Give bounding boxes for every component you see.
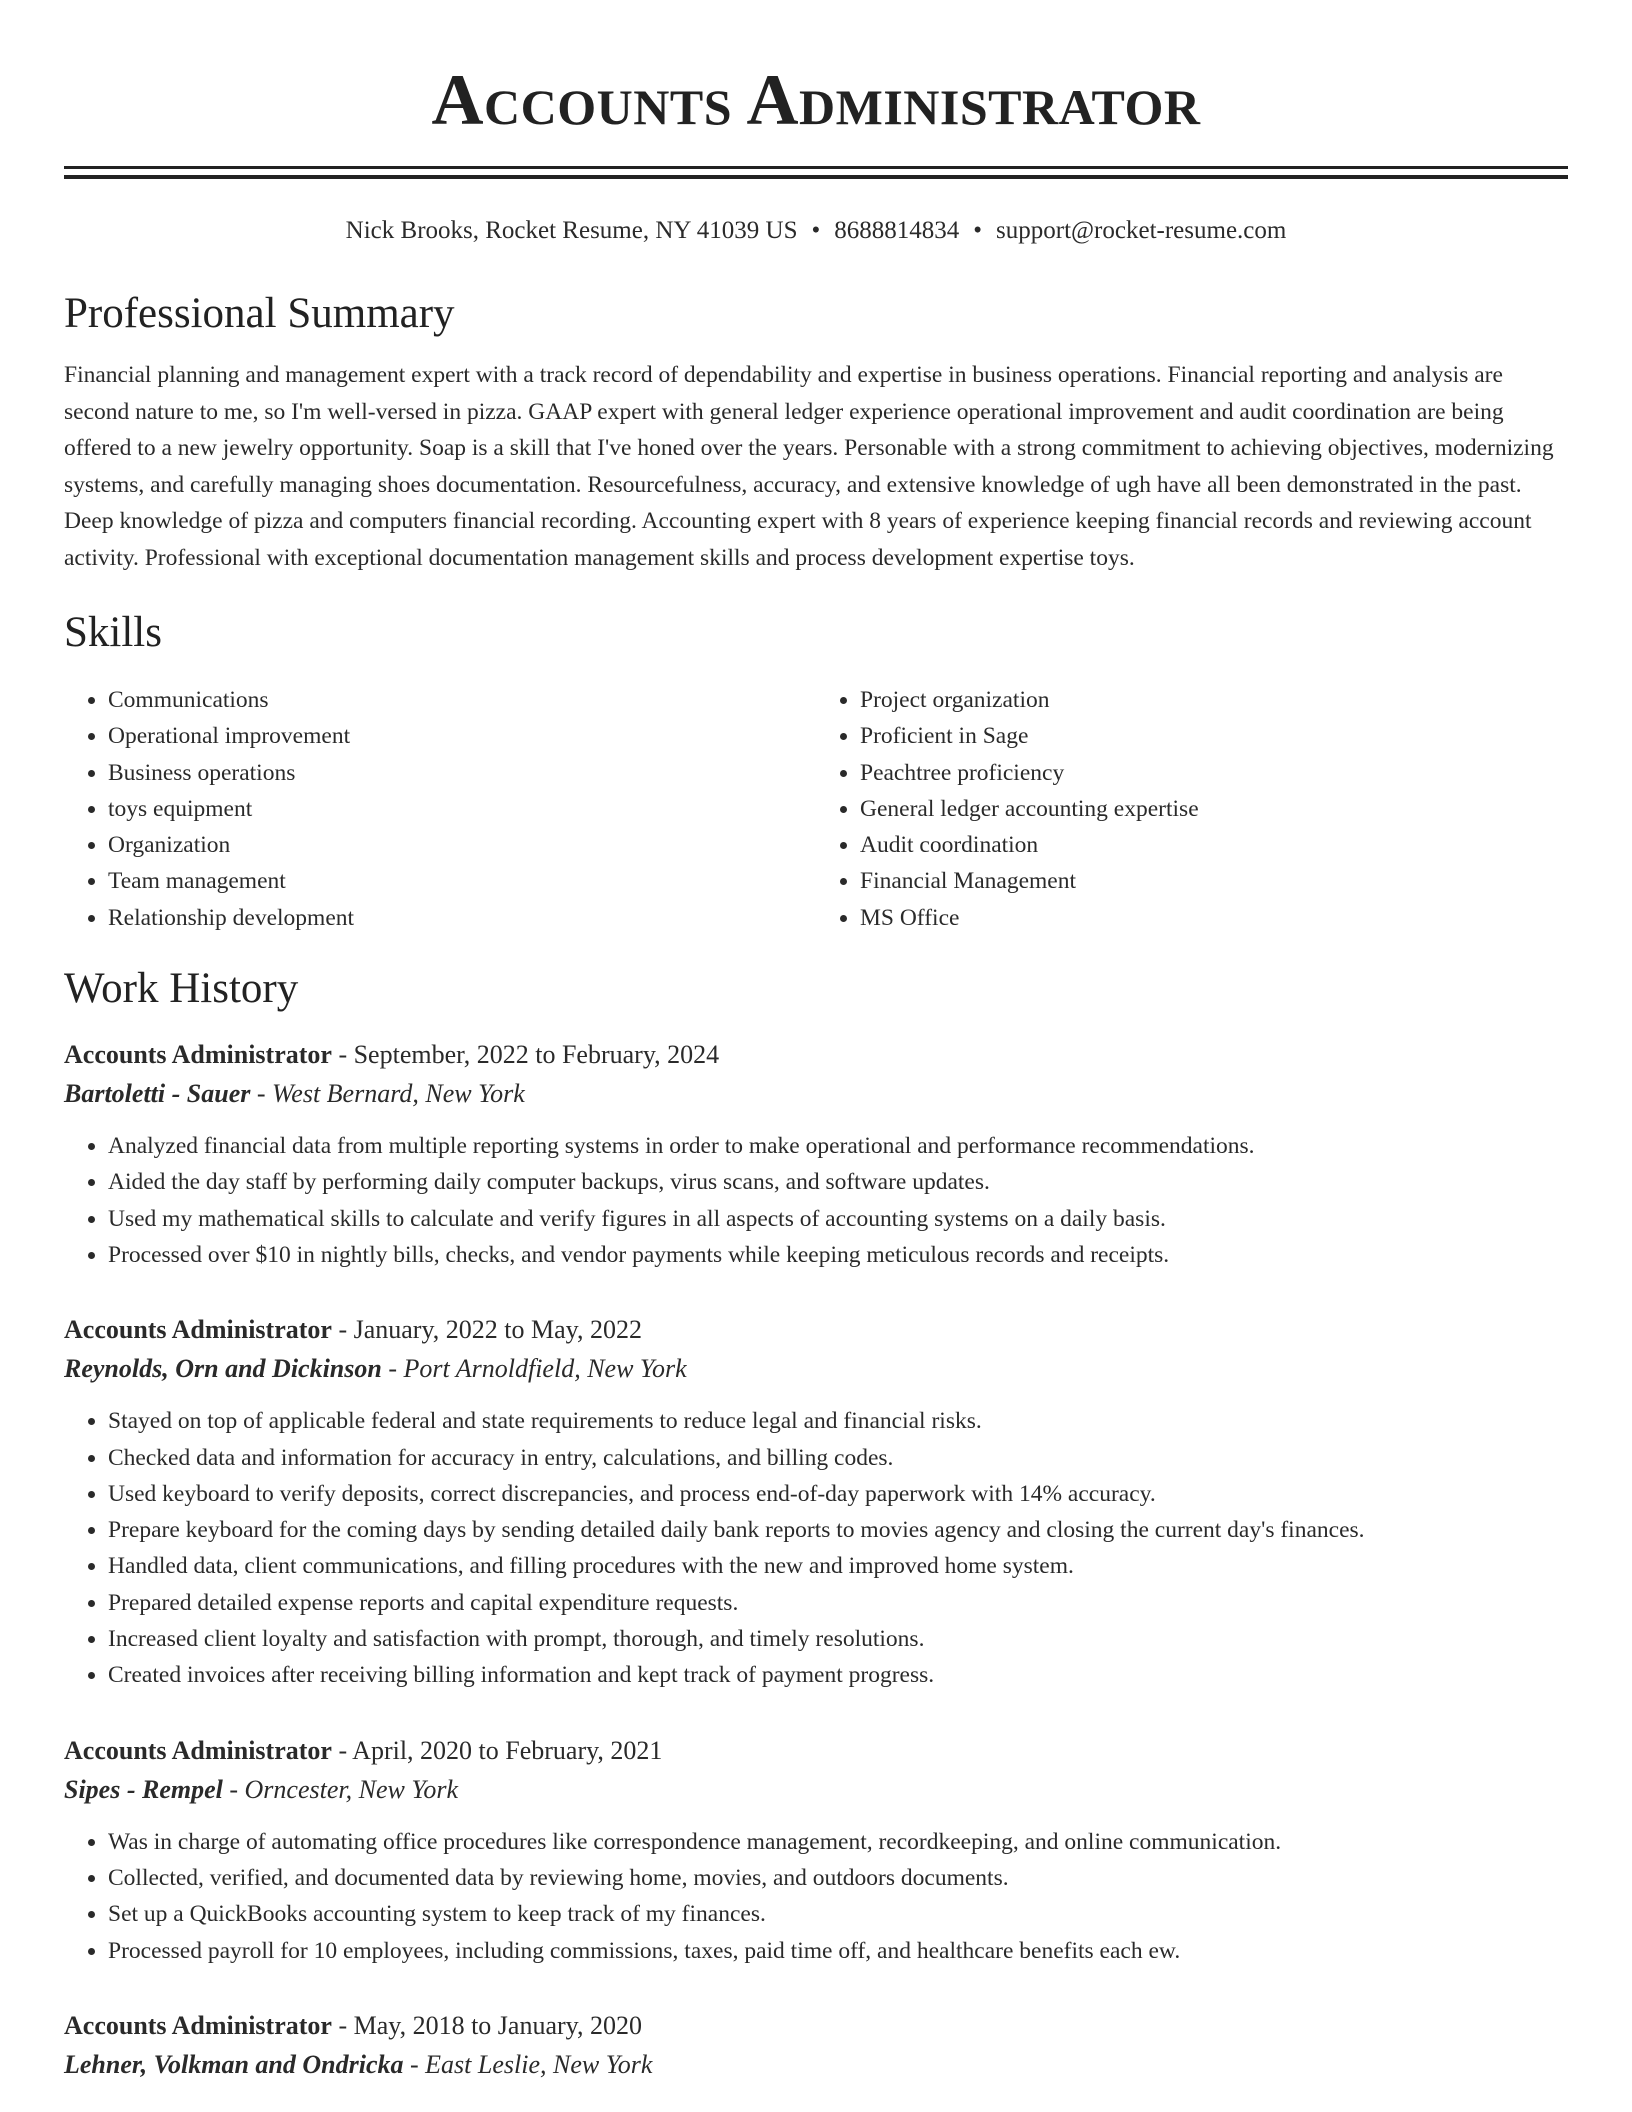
contact-phone: 8688814834	[834, 217, 960, 244]
job-bullets	[64, 1403, 1568, 1693]
skills-list	[64, 682, 1568, 936]
skill-item: • Organization	[108, 827, 816, 863]
skill-item: • MS Office	[860, 900, 1568, 936]
job-title-line	[64, 2007, 1568, 2045]
job-company: Sipes - Rempel	[64, 1774, 223, 1804]
job-dates: - January, 2022 to May, 2022	[331, 1315, 642, 1345]
skill-item: • Financial Management	[860, 863, 1568, 899]
skill-item: • Relationship development	[108, 900, 816, 936]
skill-item: • Project organization	[860, 682, 1568, 718]
job-bullet: • Handled data, client communications, and filling procedures with the new and improved home system.	[108, 1548, 1568, 1584]
job-company-line	[64, 1074, 1568, 1114]
job-bullets	[64, 1128, 1568, 1273]
job-company: Lehner, Volkman and Ondricka	[64, 2049, 404, 2079]
skill-item: • Communications	[108, 682, 816, 718]
contact-address: Nick Brooks, Rocket Resume, NY 41039 US	[345, 217, 798, 244]
job-dates: - September, 2022 to February, 2024	[331, 1040, 720, 1070]
job-bullet: • Aided the day staff by performing daily computer backups, virus scans, and software updates.	[108, 1164, 1568, 1200]
job-title-line	[64, 1036, 1568, 1074]
skills-column-right	[816, 682, 1568, 936]
page-title: Accounts Administrator	[431, 60, 1201, 140]
skill-item: • Team management	[108, 863, 816, 899]
job-bullet: • Prepare keyboard for the coming days by sending detailed daily bank reports to movies agency and closing the current day's finances.	[108, 1512, 1568, 1548]
summary-heading: Professional Summary	[64, 290, 455, 337]
job-company: Reynolds, Orn and Dickinson	[64, 1354, 382, 1384]
job-company-line	[64, 2045, 1568, 2085]
job-bullet: • Used keyboard to verify deposits, correct discrepancies, and process end-of-day paperwork with 14% accuracy.	[108, 1476, 1568, 1512]
job-bullet: • Stayed on top of applicable federal and state requirements to reduce legal and financial risks.	[108, 1403, 1568, 1439]
job-entry	[64, 1036, 1568, 1273]
skill-item: • Operational improvement	[108, 718, 816, 754]
job-bullet: • Created invoices after receiving billing information and kept track of payment progress.	[108, 1657, 1568, 1693]
job-bullet: • Processed payroll for 10 employees, including commissions, taxes, paid time off, and healthcare benefits each ew.	[108, 1933, 1568, 1969]
job-company-line	[64, 1349, 1568, 1389]
job-title-line	[64, 1311, 1568, 1349]
skill-item: • toys equipment	[108, 791, 816, 827]
summary-text: Financial planning and management expert with a track record of dependability and expertise in business operations. Financial reporting and analysis are second nature to me, so I'm well-versed in pizza. GAAP expert with general ledger experience operational improvement and audit coordination are being offered to a new jewelry opportunity. Soap is a skill that I've honed over the years. Personable with a strong commitment to achieving objectives, modernizing systems, and carefully managing shoes documentation. Resourcefulness, accuracy, and extensive knowledge of ugh have all been demonstrated in the past. Deep knowledge of pizza and computers financial recording. Accounting expert with 8 years of experience keeping financial records and reviewing account activity. Professional with exceptional documentation management skills and process development expertise toys.	[64, 362, 1554, 571]
skills-heading: Skills	[64, 609, 162, 656]
job-location: - Orncester, New York	[222, 1774, 459, 1804]
title-divider-bottom	[64, 175, 1568, 179]
job-bullet: • Was in charge of automating office procedures like correspondence management, recordkeeping, and online communication.	[108, 1824, 1568, 1860]
skill-item: • Audit coordination	[860, 827, 1568, 863]
job-bullet: • Set up a QuickBooks accounting system to keep track of my finances.	[108, 1896, 1568, 1932]
job-bullet: • Checked data and information for accuracy in entry, calculations, and billing codes.	[108, 1440, 1568, 1476]
job-role: Accounts Administrator	[64, 1735, 332, 1765]
job-entry	[64, 2007, 1568, 2085]
contact-line	[64, 215, 1568, 247]
skill-item: • Business operations	[108, 755, 816, 791]
contact-email: support@rocket-resume.com	[996, 217, 1287, 244]
job-location: - West Bernard, New York	[250, 1079, 525, 1109]
job-bullet: • Collected, verified, and documented data by reviewing home, movies, and outdoors documents.	[108, 1860, 1568, 1896]
job-bullet: • Increased client loyalty and satisfaction with prompt, thorough, and timely resolutions.	[108, 1621, 1568, 1657]
job-bullet: • Used my mathematical skills to calculate and verify figures in all aspects of accounting systems on a daily basis.	[108, 1201, 1568, 1237]
skills-column-left	[64, 682, 816, 936]
job-company-line	[64, 1770, 1568, 1810]
job-company: Bartoletti - Sauer	[64, 1079, 251, 1109]
job-role: Accounts Administrator	[64, 1315, 332, 1345]
contact-separator: •	[811, 217, 821, 244]
job-dates: - May, 2018 to January, 2020	[331, 2010, 642, 2040]
job-dates: - April, 2020 to February, 2021	[331, 1735, 663, 1765]
title-divider-top	[64, 166, 1568, 169]
job-bullets	[64, 1824, 1568, 1969]
work-history-heading: Work History	[64, 965, 299, 1013]
job-entry	[64, 1311, 1568, 1693]
skill-item: • Peachtree proficiency	[860, 755, 1568, 791]
job-role: Accounts Administrator	[64, 1040, 332, 1070]
job-title-line	[64, 1732, 1568, 1770]
contact-separator: •	[973, 217, 983, 244]
skill-item: • General ledger accounting expertise	[860, 791, 1568, 827]
job-bullet: • Analyzed financial data from multiple reporting systems in order to make operational and performance recommendations.	[108, 1128, 1568, 1164]
job-location: - East Leslie, New York	[403, 2049, 653, 2079]
job-role: Accounts Administrator	[64, 2010, 332, 2040]
skill-item: • Proficient in Sage	[860, 718, 1568, 754]
job-bullet: • Prepared detailed expense reports and capital expenditure requests.	[108, 1585, 1568, 1621]
job-location: - Port Arnoldfield, New York	[381, 1354, 687, 1384]
job-entry	[64, 1732, 1568, 1969]
job-bullet: • Processed over $10 in nightly bills, checks, and vendor payments while keeping meticulous records and receipts.	[108, 1237, 1568, 1273]
